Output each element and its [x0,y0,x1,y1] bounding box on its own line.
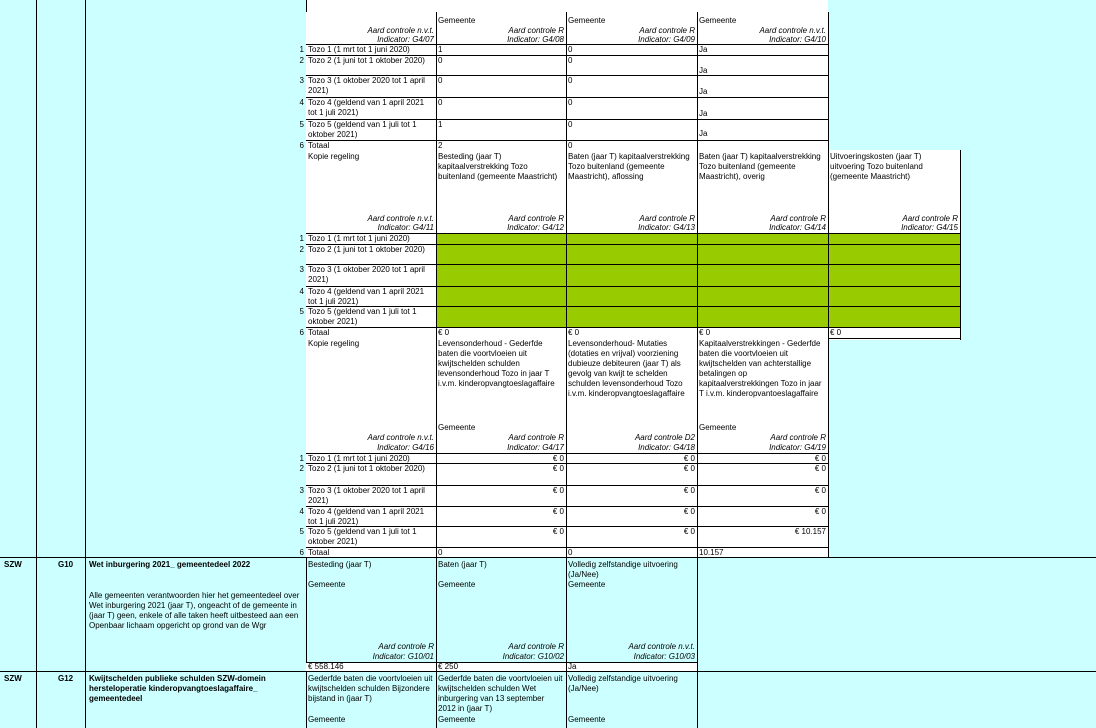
tozo-row-label: Tozo 4 (geldend van 1 april 2021 tot 1 juli 2021) [308,507,425,526]
g419-value: € 0 [814,486,826,495]
g410-value: Ja [699,45,708,54]
tozo-row-label: Tozo 1 (1 mrt tot 1 juni 2020) [308,454,410,463]
g409-org: Gemeente [568,16,606,25]
g12-c3-desc: Volledig zelfstandige uitvoering (Ja/Nee) [568,674,678,693]
g418-value: € 0 [683,507,695,516]
g419-value: € 0 [814,454,826,463]
g10-c3-desc: Volledig zelfstandige uitvoering (Ja/Nee) [568,560,678,579]
tozo-row-label: Totaal [308,328,330,337]
row-num: 5 [299,527,304,536]
g418-value: € 0 [683,464,695,473]
g10-c2-aard: Aard controle R [508,642,564,651]
tozo-row-label: Tozo 1 (1 mrt tot 1 juni 2020) [308,234,410,243]
block3-kopie: Kopie regeling [308,339,360,348]
g10-c3-aard: Aard controle n.v.t. [628,642,695,651]
g407-aard: Aard controle n.v.t. [367,26,434,35]
g417-value: € 0 [552,527,564,536]
row-num: 2 [299,56,304,65]
g414-desc: Baten (jaar T) kapitaalverstrekking Tozo buitenland (gemeente Maastricht), overig [699,152,821,181]
g414-total: € 0 [699,328,711,337]
tozo-row-label: Tozo 3 (1 oktober 2020 tot 1 april 2021) [308,265,425,284]
g416-aard: Aard controle n.v.t. [367,433,434,442]
g12-c1-org: Gemeente [308,715,346,724]
g408-value: 2 [438,141,443,150]
g12-c3-org: Gemeente [568,715,606,724]
g10-c2-ind: Indicator: G10/02 [502,652,564,661]
g10-c2-desc: Baten (jaar T) [438,560,487,569]
g408-aard: Aard controle R [508,26,564,35]
tozo-row-label: Totaal [308,548,330,557]
row-num: 4 [299,98,304,107]
g12-c2-org: Gemeente [438,715,476,724]
g412-total: € 0 [438,328,450,337]
g410-aard: Aard controle n.v.t. [759,26,826,35]
g407-ind: Indicator: G4/07 [377,35,434,44]
tozo-row-label: Tozo 5 (geldend van 1 juli tot 1 oktober 2021) [308,307,417,326]
g415-ind: Indicator: G4/15 [901,223,958,232]
g418-aard: Aard controle D2 [634,433,695,442]
tozo-row-label: Tozo 3 (1 oktober 2020 tot 1 april 2021) [308,486,425,505]
g418-total: 0 [568,548,573,557]
g10-c1-value[interactable]: € 558.146 [308,662,344,671]
g418-ind: Indicator: G4/18 [638,443,695,452]
g419-value: € 0 [814,464,826,473]
row-num: 6 [299,548,304,557]
g408-value: 1 [438,45,443,54]
g417-value: € 0 [552,486,564,495]
g10-c3-value[interactable]: Ja [568,662,577,671]
g410-value: Ja [699,109,708,118]
tozo-row-label: Tozo 5 (geldend van 1 juli tot 1 oktober 2021) [308,120,417,139]
tozo-row-label: Tozo 2 (1 juni tot 1 oktober 2020) [308,56,425,65]
g411-aard: Aard controle n.v.t. [367,214,434,223]
g10-description: Alle gemeenten verantwoorden hier het gemeentedeel over Wet inburgering 2021 (jaar T), ongeacht of de gemeente in (jaar T) geen, enkele of alle taken heeft uitbesteed aan een Openbaar lichaam opgericht op grond van de Wgr [89,591,300,630]
g409-aard: Aard controle R [639,26,695,35]
g417-total: 0 [438,548,443,557]
tozo-row-label: Tozo 4 (geldend van 1 april 2021 tot 1 juli 2021) [308,287,425,306]
g417-desc: Levensonderhoud - Gederfde baten die voortvloeien uit kwijtschelden schulden levensonderhoud Tozo in jaar T i.v.m. kinderopvangtoeslagaffaire [438,339,555,388]
g408-value: 1 [438,120,443,129]
g10-code: G10 [58,560,74,569]
g10-c1-aard: Aard controle R [378,642,434,651]
g409-value: 0 [568,76,573,85]
g418-desc: Levensonderhoud- Mutaties (dotaties en vrijval) voorziening dubieuze debiteuren (jaar T) als gevolg van kwijt te schelden schulden levensonderhoud Tozo i.v.m. kinderopvangtoeslagaffaire [568,339,685,398]
g409-ind: Indicator: G4/09 [638,35,695,44]
g412-ind: Indicator: G4/12 [507,223,564,232]
g417-value: € 0 [552,464,564,473]
g413-total: € 0 [568,328,580,337]
tozo-row-label: Totaal [308,141,330,150]
g409-value: 0 [568,98,573,107]
row-num: 1 [299,234,304,243]
g10-c1-org: Gemeente [308,580,346,589]
row-num: 1 [299,454,304,463]
row-num: 3 [299,265,304,274]
g419-desc: Kapitaalverstrekkingen - Gederfde baten die voortvloeien uit kwijtschelden van achterstallige betalingen op kapitaalverstrekkingen Tozo in jaar T i.v.m. kinderopvantoeslagaffaire [699,339,822,398]
g418-value: € 0 [683,486,695,495]
g414-ind: Indicator: G4/14 [769,223,826,232]
g419-value: € 10.157 [794,527,826,536]
g417-org: Gemeente [438,423,476,432]
tozo-row-label: Tozo 1 (1 mrt tot 1 juni 2020) [308,45,410,54]
g410-value: Ja [699,87,708,96]
row-num: 6 [299,141,304,150]
g409-value: 0 [568,56,573,65]
g417-aard: Aard controle R [508,433,564,442]
g419-total: 10.157 [699,548,724,557]
g417-value: € 0 [552,454,564,463]
g413-aard: Aard controle R [639,214,695,223]
g410-org: Gemeente [699,16,737,25]
g417-value: € 0 [552,507,564,516]
g417-ind: Indicator: G4/17 [507,443,564,452]
g415-aard: Aard controle R [902,214,958,223]
g418-value: € 0 [683,454,695,463]
tozo-row-label: Tozo 3 (1 oktober 2020 tot 1 april 2021) [308,76,425,95]
row-num: 2 [299,464,304,473]
g416-ind: Indicator: G4/16 [377,443,434,452]
g10-c1-desc: Besteding (jaar T) [308,560,372,569]
g411-ind: Indicator: G4/11 [377,223,434,232]
g408-value: 0 [438,98,443,107]
tozo-row-label: Tozo 2 (1 juni tot 1 oktober 2020) [308,245,425,254]
g10-c3-org: Gemeente [568,580,606,589]
row-num: 4 [299,507,304,516]
g408-org: Gemeente [438,16,476,25]
g10-c2-value[interactable]: € 250 [438,662,459,671]
tozo-row-label: Tozo 4 (geldend van 1 april 2021 tot 1 juli 2021) [308,98,425,117]
g409-value: 0 [568,45,573,54]
row-num: 4 [299,287,304,296]
cyan-right-region-3 [828,340,1096,560]
green-input-area [436,233,960,327]
g10-dept: SZW [4,560,22,569]
g12-title: Kwijtschelden publieke schulden SZW-domein hersteloperatie kinderopvangtoeslagaffaire_ gemeentedeel [89,674,266,703]
g413-desc: Baten (jaar T) kapitaalverstrekking Tozo buitenland (gemeente Maastricht), aflossing [568,152,690,181]
g412-aard: Aard controle R [508,214,564,223]
row-num: 2 [299,245,304,254]
row-num: 3 [299,76,304,85]
row-num: 3 [299,486,304,495]
g409-value: 0 [568,141,573,150]
g410-ind: Indicator: G4/10 [769,35,826,44]
g414-aard: Aard controle R [770,214,826,223]
g408-value: 0 [438,76,443,85]
g419-value: € 0 [814,507,826,516]
row-num: 5 [299,120,304,129]
g408-ind: Indicator: G4/08 [507,35,564,44]
g10-value-row [306,662,697,671]
row-num: 1 [299,45,304,54]
cyan-right-region-2 [960,150,1096,340]
g412-desc: Besteding (jaar T) kapitaalverstrekking Tozo buitenland (gemeente Maastricht) [438,152,558,181]
cyan-right-region [828,0,1096,150]
g12-c2-desc: Gederfde baten die voortvloeien uit kwijtschelden schulden Wet inburgering van 13 september 2012 in (jaar T) [438,674,563,713]
block2-kopie: Kopie regeling [308,152,360,161]
g408-value: 0 [438,56,443,65]
g410-value: Ja [699,66,708,75]
g12-code: G12 [58,674,74,683]
g10-c2-org: Gemeente [438,580,476,589]
g12-c1-desc: Gederfde baten die voortvloeien uit kwijtschelden schulden Bijzondere bijstand in (jaar T) [308,674,433,703]
g413-ind: Indicator: G4/13 [638,223,695,232]
g409-value: 0 [568,120,573,129]
g10-c3-ind: Indicator: G10/03 [633,652,695,661]
g10-title: Wet inburgering 2021_ gemeentedeel 2022 [89,560,251,569]
g419-org: Gemeente [699,423,737,432]
tozo-row-label: Tozo 2 (1 juni tot 1 oktober 2020) [308,464,425,473]
row-num: 5 [299,307,304,316]
tozo-row-label: Tozo 5 (geldend van 1 juli tot 1 oktober 2021) [308,527,417,546]
g10-c1-ind: Indicator: G10/01 [372,652,434,661]
g410-value: Ja [699,129,708,138]
row-num: 6 [299,328,304,337]
g12-dept: SZW [4,674,22,683]
g419-aard: Aard controle R [770,433,826,442]
g415-desc: Uitvoeringskosten (jaar T) uitvoering Tozo buitenland (gemeente Maastricht) [830,152,923,181]
g418-value: € 0 [683,527,695,536]
g415-total: € 0 [830,328,842,337]
g419-ind: Indicator: G4/19 [769,443,826,452]
